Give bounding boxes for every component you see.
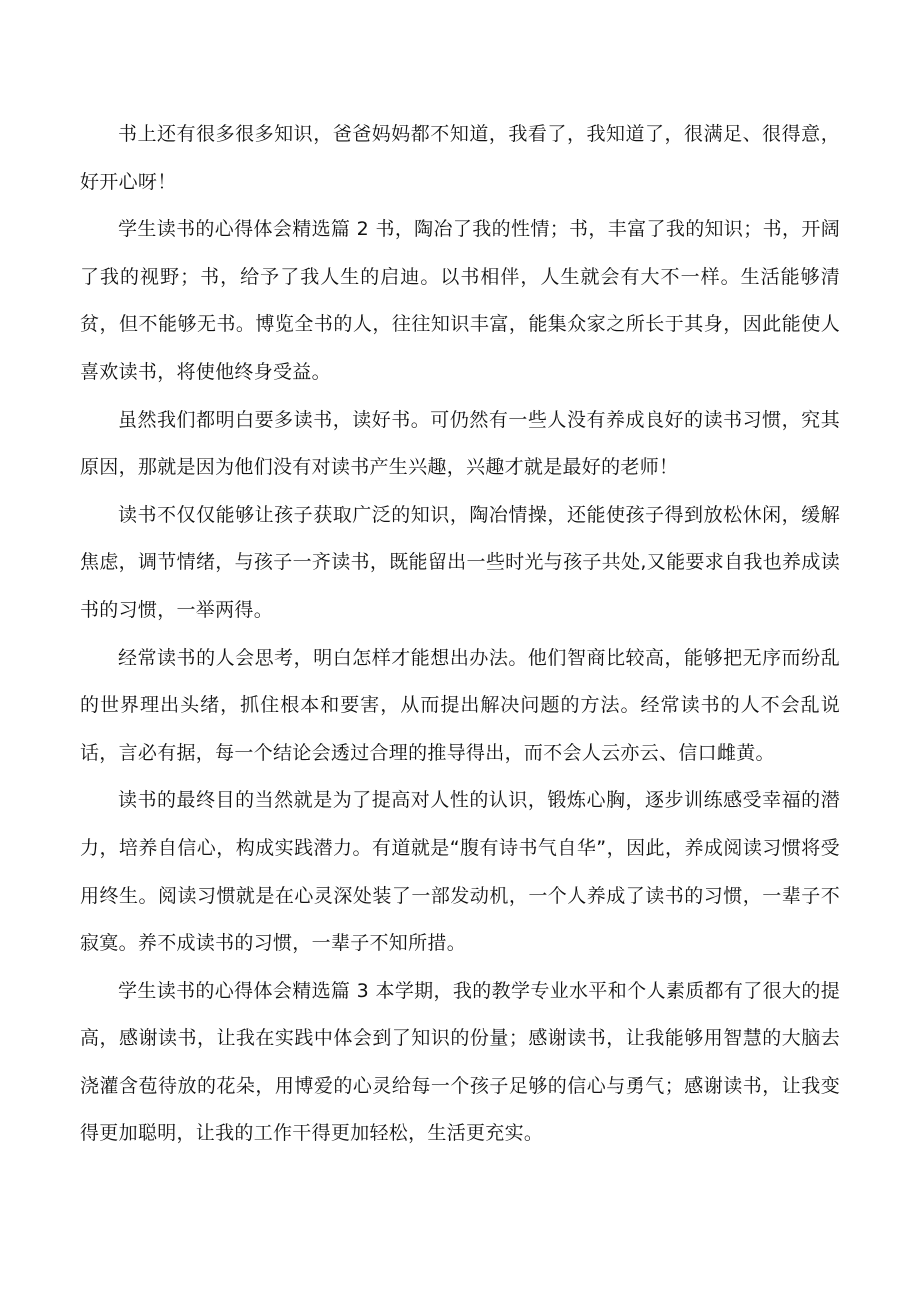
paragraph: 读书不仅仅能够让孩子获取广泛的知识，陶冶情操，还能使孩子得到放松休闲，缓解焦虑，调节情绪，与孩子一齐读书，既能留出一些时光与孩子共处,又能要求自我也养成读书的习惯，一举两得。 [80, 503, 840, 621]
paragraph: 读书的最终目的当然就是为了提高对人性的认识，锻炼心胸，逐步训练感受幸福的潜力，培养自信心，构成实践潜力。有道就是“腹有诗书气自华”，因此，养成阅读习惯将受用终生。阅读习惯就是在心灵深处装了一部发动机，一个人养成了读书的习惯，一辈子不寂寞。养不成读书的习惯，一辈子不知所措。 [80, 789, 840, 955]
paragraph: 学生读书的心得体会精选篇 2 书，陶冶了我的性情；书，丰富了我的知识；书，开阔了我的视野；书，给予了我人生的启迪。以书相伴，人生就会有大不一样。生活能够清贫，但不能够无书。博览全书的人，往往知识丰富，能集众家之所长于其身，因此能使人喜欢读书，将使他终身受益。 [80, 218, 840, 383]
paragraph: 经常读书的人会思考，明白怎样才能想出办法。他们智商比较高，能够把无序而纷乱的世界理出头绪，抓住根本和要害，从而提出解决问题的方法。经常读书的人不会乱说话，言必有据，每一个结论会透过合理的推导得出，而不会人云亦云、信口雌黄。 [80, 646, 840, 764]
document-body [80, 111, 840, 1158]
paragraph: 学生读书的心得体会精选篇 3 本学期，我的教学专业水平和个人素质都有了很大的提高，感谢读书，让我在实践中体会到了知识的份量；感谢读书，让我能够用智慧的大脑去浇灌含苞待放的花朵，用博爱的心灵给每一个孩子足够的信心与勇气；感谢读书，让我变得更加聪明，让我的工作干得更加轻松，生活更充实。 [80, 979, 840, 1145]
paragraph: 书上还有很多很多知识，爸爸妈妈都不知道，我看了，我知道了，很满足、很得意，好开心呀！ [80, 123, 840, 193]
paragraph: 虽然我们都明白要多读书，读好书。可仍然有一些人没有养成良好的读书习惯，究其原因，那就是因为他们没有对读书产生兴趣，兴趣才就是最好的老师！ [80, 408, 840, 479]
